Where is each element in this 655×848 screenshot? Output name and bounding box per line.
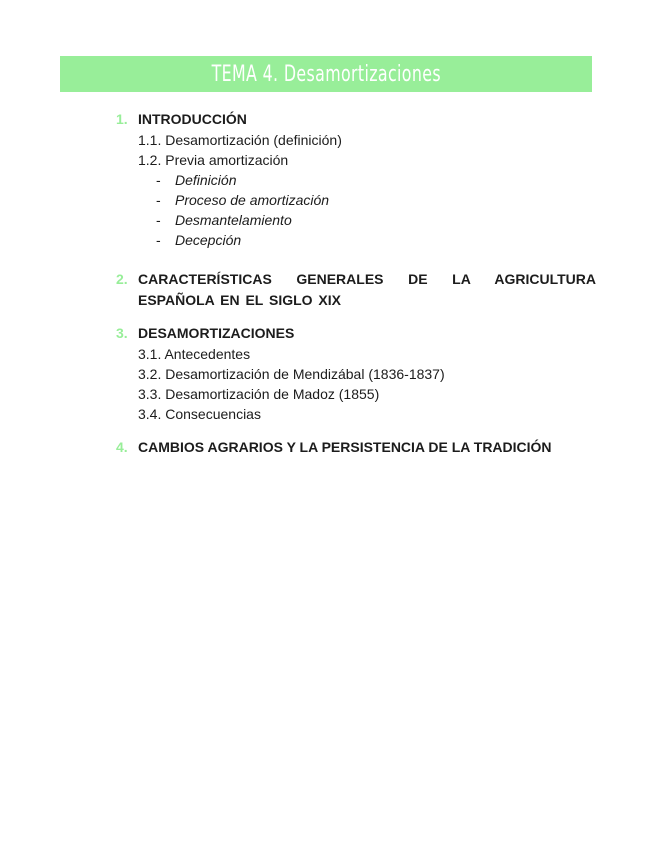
subsection-item: 3.3. Desamortización de Madoz (1855) <box>138 386 380 402</box>
dash-marker: - <box>156 212 161 228</box>
dash-list-item <box>156 230 596 250</box>
subsection-item: 1.2. Previa amortización <box>138 152 289 168</box>
section-number: 3. <box>116 325 128 341</box>
subsection-item: 1.1. Desamortización (definición) <box>138 132 342 148</box>
subsection-list <box>116 344 596 424</box>
dash-item-text: Desmantelamiento <box>175 212 292 228</box>
section-heading <box>116 437 596 458</box>
section-cambios-agrarios <box>116 437 596 458</box>
section-title: CAMBIOS AGRARIOS Y LA PERSISTENCIA DE LA TRADICIÓN <box>138 439 552 455</box>
section-title: INTRODUCCIÓN <box>138 111 247 127</box>
section-title: DESAMORTIZACIONES <box>138 325 295 341</box>
dash-item-text: Proceso de amortización <box>175 192 330 208</box>
dash-item-text: Definición <box>175 172 237 188</box>
page-title: TEMA 4. Desamortizaciones <box>211 61 441 87</box>
section-introduccion <box>116 109 596 250</box>
section-heading <box>116 269 596 311</box>
section-desamortizaciones <box>116 323 596 424</box>
section-number: 4. <box>116 439 128 455</box>
subsection-item: 3.1. Antecedentes <box>138 346 251 362</box>
section-caracteristicas <box>116 269 596 311</box>
dash-marker: - <box>156 172 161 188</box>
dash-marker: - <box>156 232 161 248</box>
subsection-item: 3.2. Desamortización de Mendizábal (1836-1837) <box>138 366 445 382</box>
dash-list-item <box>156 170 596 190</box>
section-heading <box>116 323 596 344</box>
dash-item-text: Decepción <box>175 232 242 248</box>
dash-list-item <box>156 190 596 210</box>
title-banner <box>60 56 592 92</box>
dash-list-item <box>156 210 596 230</box>
subsection-item: 3.4. Consecuencias <box>138 406 261 422</box>
section-heading <box>116 109 596 130</box>
section-number: 2. <box>116 271 128 287</box>
dash-marker: - <box>156 192 161 208</box>
section-title: CARACTERÍSTICAS GENERALES DE LA AGRICULTURA ESPAÑOLA EN EL SIGLO XIX <box>138 271 596 308</box>
section-number: 1. <box>116 111 128 127</box>
subsection-list <box>116 130 596 250</box>
